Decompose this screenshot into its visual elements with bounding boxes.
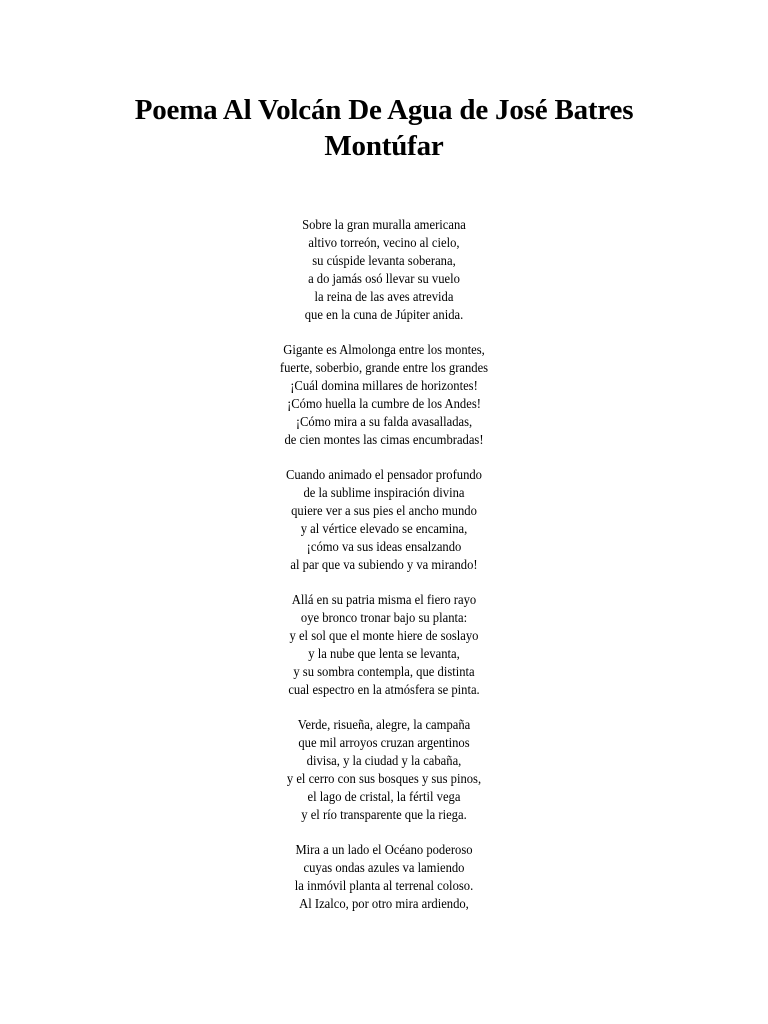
stanza-4 xyxy=(159,592,609,700)
stanza-2 xyxy=(159,342,609,450)
poem-line: de cien montes las cimas encumbradas! xyxy=(284,433,484,448)
poem-line: cuyas ondas azules va lamiendo xyxy=(303,861,465,876)
poem-line: quiere ver a sus pies el ancho mundo xyxy=(291,504,477,519)
poem-line: la inmóvil planta al terrenal coloso. xyxy=(294,879,474,894)
stanza-3 xyxy=(159,467,609,575)
poem-line: y el sol que el monte hiere de soslayo xyxy=(289,629,479,644)
poem-line: y el cerro con sus bosques y sus pinos, xyxy=(286,772,482,787)
poem-line: el lago de cristal, la fértil vega xyxy=(307,790,461,805)
poem-body xyxy=(159,217,609,931)
poem-line: cual espectro en la atmósfera se pinta. xyxy=(288,683,480,698)
poem-line: Verde, risueña, alegre, la campaña xyxy=(297,718,471,733)
poem-line: fuerte, soberbio, grande entre los grandes xyxy=(279,361,489,376)
poem-line: Sobre la gran muralla americana xyxy=(302,218,466,233)
poem-line: ¡cómo va sus ideas ensalzando xyxy=(306,540,462,555)
poem-line: y al vértice elevado se encamina, xyxy=(300,522,468,537)
poem-line: su cúspide levanta soberana, xyxy=(312,254,456,269)
poem-line: Cuando animado el pensador profundo xyxy=(286,468,482,483)
poem-line: y el río transparente que la riega. xyxy=(301,808,467,823)
poem-line: ¡Cuál domina millares de horizontes! xyxy=(290,379,478,394)
stanza-1 xyxy=(159,217,609,325)
poem-line: ¡Cómo huella la cumbre de los Andes! xyxy=(287,397,481,412)
poem-line: oye bronco tronar bajo su planta: xyxy=(300,611,468,626)
poem-line: que mil arroyos cruzan argentinos xyxy=(298,736,470,751)
poem-line: que en la cuna de Júpiter anida. xyxy=(304,308,464,323)
poem-line: divisa, y la ciudad y la cabaña, xyxy=(306,754,462,769)
stanza-6 xyxy=(159,842,609,914)
poem-line: a do jamás osó llevar su vuelo xyxy=(308,272,460,287)
poem-line: Mira a un lado el Océano poderoso xyxy=(295,843,473,858)
stanza-5 xyxy=(159,717,609,825)
poem-line: la reina de las aves atrevida xyxy=(314,290,454,305)
poem-line: y la nube que lenta se levanta, xyxy=(308,647,460,662)
poem-line: altivo torreón, vecino al cielo, xyxy=(308,236,460,251)
poem-line: y su sombra contempla, que distinta xyxy=(293,665,475,680)
poem-line: al par que va subiendo y va mirando! xyxy=(290,558,478,573)
poem-line: Allá en su patria misma el fiero rayo xyxy=(291,593,477,608)
poem-line: ¡Cómo mira a su falda avasalladas, xyxy=(295,415,473,430)
poem-line: Al Izalco, por otro mira ardiendo, xyxy=(299,897,469,912)
poem-title: Poema Al Volcán De Agua de José Batres Montúfar xyxy=(134,94,634,162)
poem-line: Gigante es Almolonga entre los montes, xyxy=(283,343,485,358)
poem-line: de la sublime inspiración divina xyxy=(303,486,465,501)
